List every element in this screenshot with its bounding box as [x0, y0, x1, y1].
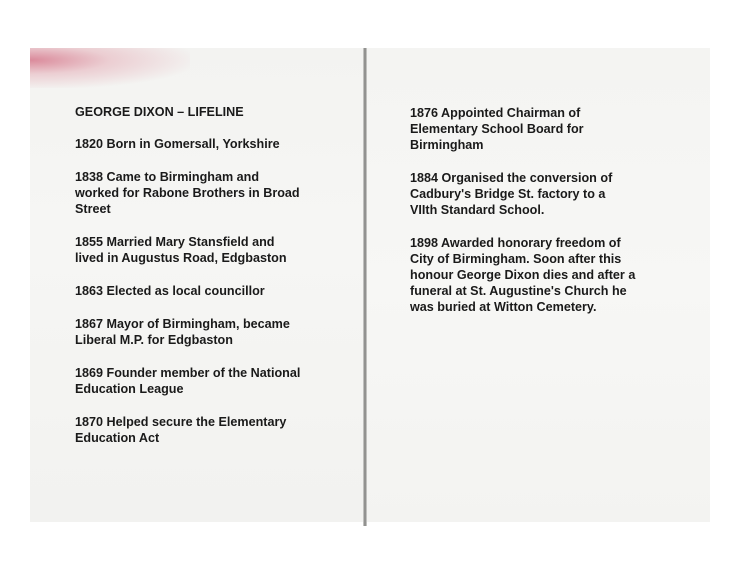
timeline-entry — [75, 136, 355, 152]
timeline-entry — [75, 234, 355, 266]
entry-line: City of Birmingham. Soon after this — [410, 252, 622, 266]
right-column — [410, 105, 705, 332]
left-entries — [75, 136, 355, 446]
timeline-entry — [410, 170, 705, 218]
entry-line: 1884 Organised the conversion of — [410, 171, 613, 185]
entry-line: Education League — [75, 382, 184, 396]
timeline-entry — [75, 365, 355, 397]
entry-line: was buried at Witton Cemetery. — [410, 300, 597, 314]
entry-line: 1838 Came to Birmingham and — [75, 170, 260, 184]
timeline-entry — [75, 169, 355, 217]
right-entries — [410, 105, 705, 315]
entry-line: 1876 Appointed Chairman of — [410, 106, 581, 120]
entry-line: VIIth Standard School. — [410, 203, 545, 217]
entry-line: funeral at St. Augustine's Church he — [410, 284, 627, 298]
entry-line: Elementary School Board for — [410, 122, 584, 136]
entry-line: 1869 Founder member of the National — [75, 366, 301, 380]
timeline-entry — [75, 316, 355, 348]
entry-line: Street — [75, 202, 111, 216]
entry-line: 1820 Born in Gomersall, Yorkshire — [75, 137, 280, 151]
entry-line: lived in Augustus Road, Edgbaston — [75, 251, 287, 265]
entry-line: 1855 Married Mary Stansfield and — [75, 235, 275, 249]
entry-line: honour George Dixon dies and after a — [410, 268, 636, 282]
timeline-entry — [410, 105, 705, 153]
entry-line: Birmingham — [410, 138, 484, 152]
entry-line: Liberal M.P. for Edgbaston — [75, 333, 233, 347]
entry-line: 1863 Elected as local councillor — [75, 284, 265, 298]
entry-line: 1867 Mayor of Birmingham, became — [75, 317, 290, 331]
entry-line: Cadbury's Bridge St. factory to a — [410, 187, 606, 201]
timeline-entry — [410, 235, 705, 315]
left-column — [75, 104, 355, 463]
entry-line: 1898 Awarded honorary freedom of — [410, 236, 621, 250]
page-fold — [363, 48, 367, 526]
pink-stain — [30, 48, 190, 88]
entry-line: worked for Rabone Brothers in Broad — [75, 186, 300, 200]
timeline-entry — [75, 283, 355, 299]
timeline-entry — [75, 414, 355, 446]
entry-line: Education Act — [75, 431, 160, 445]
entry-line: 1870 Helped secure the Elementary — [75, 415, 287, 429]
document-title: GEORGE DIXON – LIFELINE — [75, 105, 244, 119]
